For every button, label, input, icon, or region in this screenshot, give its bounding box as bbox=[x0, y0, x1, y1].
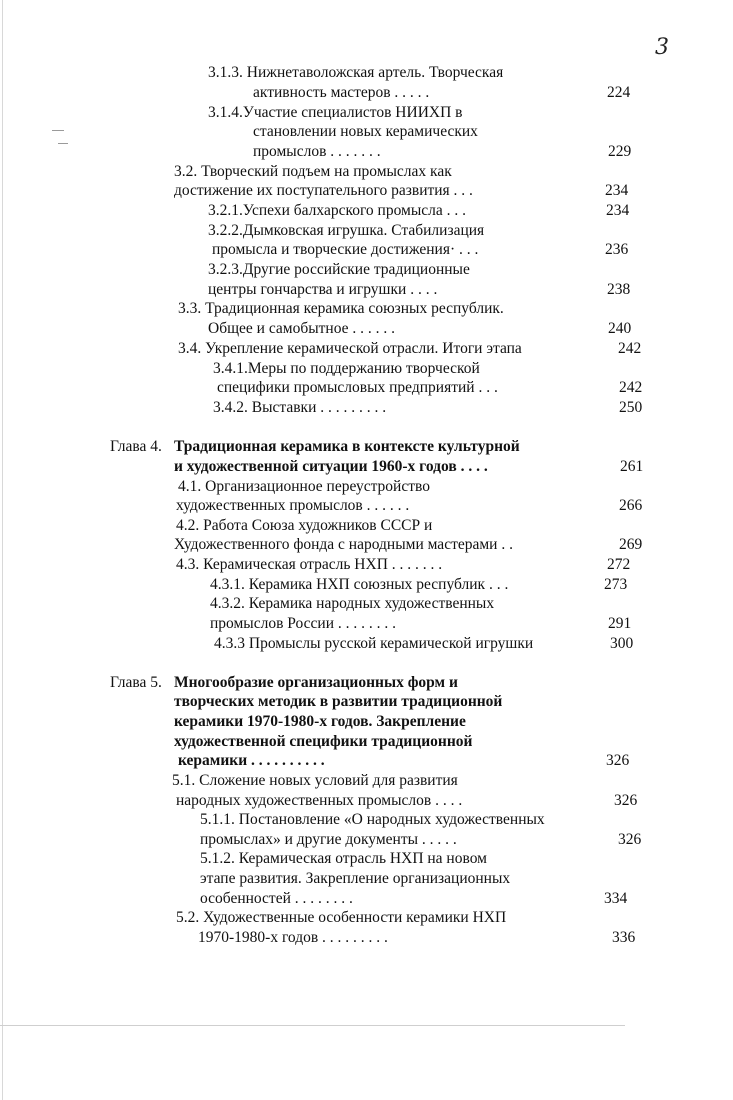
toc-line: промыслах» и другие документы . . . . . bbox=[200, 831, 457, 848]
toc-line: 3.2. Творческий подъем на промыслах как bbox=[174, 163, 452, 180]
toc-line: 3.2.3.Другие российские традиционные bbox=[208, 261, 470, 278]
toc-page-number: 240 bbox=[608, 320, 632, 337]
toc-page-number: 250 bbox=[619, 399, 643, 416]
toc-page-number: 273 bbox=[604, 576, 628, 593]
toc-line: специфики промысловых предприятий . . . bbox=[217, 379, 498, 396]
chapter-title: художественной специфики традиционной bbox=[174, 733, 473, 750]
chapter-label: Глава 4. bbox=[110, 438, 162, 455]
toc-page-number: 326 bbox=[606, 752, 630, 769]
toc-line: становлении новых керамических bbox=[253, 123, 478, 140]
toc-page-number: 272 bbox=[607, 556, 631, 573]
scan-bottom-rule bbox=[0, 1025, 625, 1026]
toc-line: 1970-1980-х годов . . . . . . . . . bbox=[198, 929, 388, 946]
toc-line: 3.2.2.Дымковская игрушка. Стабилизация bbox=[208, 222, 485, 239]
toc-page-number: 234 bbox=[606, 202, 630, 219]
chapter-title: керамики . . . . . . . . . . bbox=[178, 752, 325, 769]
toc-line: 5.1.2. Керамическая отрасль НХП на новом bbox=[200, 850, 487, 867]
toc-line: Художественного фонда с народными мастерами . . bbox=[174, 536, 513, 553]
toc-page-number: 334 bbox=[604, 890, 628, 907]
toc-line: 3.4. Укрепление керамической отрасли. Итоги этапа bbox=[178, 340, 522, 357]
toc-page-number: 326 bbox=[614, 792, 638, 809]
toc-line: 4.3. Керамическая отрасль НХП . . . . . . . bbox=[176, 556, 443, 573]
toc-page-number: 236 bbox=[605, 241, 629, 258]
toc-page-number: 326 bbox=[618, 831, 642, 848]
toc-line: промыслов России . . . . . . . . bbox=[210, 615, 396, 632]
toc-page-number: 336 bbox=[612, 929, 636, 946]
chapter-title: керамики 1970-1980-х годов. Закрепление bbox=[174, 713, 466, 730]
scan-margin-mark bbox=[58, 143, 68, 144]
toc-line: 3.4.1.Меры по поддержанию творческой bbox=[213, 360, 480, 377]
scan-margin-mark bbox=[52, 130, 64, 131]
scan-edge-line bbox=[2, 0, 3, 1100]
toc-page-number: 291 bbox=[608, 615, 632, 632]
toc-line: 5.2. Художественные особенности керамики НХП bbox=[176, 909, 507, 926]
toc-line: 3.3. Традиционная керамика союзных республик. bbox=[178, 300, 504, 317]
toc-line: этапе развития. Закрепление организационных bbox=[200, 870, 511, 887]
toc-line: 4.3.1. Керамика НХП союзных республик . . . bbox=[210, 576, 509, 593]
toc-line: промыслов . . . . . . . bbox=[253, 143, 381, 160]
toc-line: достижение их поступательного развития . . . bbox=[174, 182, 473, 199]
toc-page-number: 242 bbox=[619, 379, 643, 396]
toc-line: Общее и самобытное . . . . . . bbox=[208, 320, 396, 337]
toc-line: активность мастеров . . . . . bbox=[253, 84, 430, 101]
toc-page-number: 229 bbox=[608, 143, 632, 160]
toc-page-number: 266 bbox=[619, 497, 643, 514]
toc-page-number: 242 bbox=[618, 340, 642, 357]
toc-line: 3.4.2. Выставки . . . . . . . . . bbox=[213, 399, 387, 416]
toc-line: 4.2. Работа Союза художников СССР и bbox=[176, 517, 433, 534]
toc-line: 4.1. Организационное переустройство bbox=[178, 478, 430, 495]
toc-line: особенностей . . . . . . . . bbox=[200, 890, 353, 907]
chapter-label: Глава 5. bbox=[110, 674, 162, 691]
toc-line: 4.3.3 Промыслы русской керамической игрушки bbox=[214, 635, 534, 652]
toc-page-number: 234 bbox=[605, 182, 629, 199]
chapter-title: Традиционная керамика в контексте культурной bbox=[174, 438, 520, 455]
chapter-title: творческих методик в развитии традиционной bbox=[174, 693, 503, 710]
toc-line: 3.1.4.Участие специалистов НИИХП в bbox=[208, 104, 463, 121]
toc-page-number: 269 bbox=[619, 536, 643, 553]
toc-line: народных художественных промыслов . . . . bbox=[176, 792, 463, 809]
toc-page-number: 300 bbox=[610, 635, 634, 652]
toc-line: 3.2.1.Успехи балхарского промысла . . . bbox=[208, 202, 467, 219]
toc-line: 3.1.3. Нижнетаволожская артель. Творческая bbox=[208, 64, 504, 81]
toc-page-number: 261 bbox=[620, 458, 644, 475]
toc-page-number: 224 bbox=[607, 84, 631, 101]
chapter-title: Многообразие организационных форм и bbox=[174, 674, 458, 691]
toc-line: промысла и творческие достижения· . . . bbox=[212, 241, 479, 258]
toc-line: центры гончарства и игрушки . . . . bbox=[208, 281, 438, 298]
chapter-title: и художественной ситуации 1960-х годов . . . . bbox=[174, 458, 488, 475]
toc-line: 4.3.2. Керамика народных художественных bbox=[210, 595, 495, 612]
toc-page-number: 238 bbox=[607, 281, 631, 298]
toc-line: 5.1. Сложение новых условий для развития bbox=[172, 772, 458, 789]
page-number: 3 bbox=[655, 35, 669, 60]
toc-line: художественных промыслов . . . . . . bbox=[176, 497, 410, 514]
toc-line: 5.1.1. Постановление «О народных художественных bbox=[200, 811, 545, 828]
